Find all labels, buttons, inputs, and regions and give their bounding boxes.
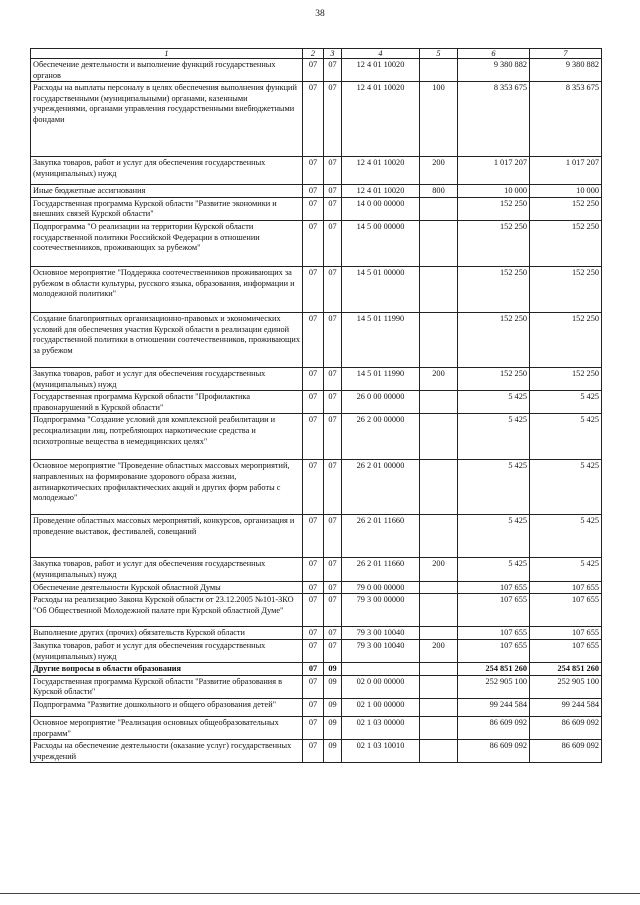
row-target-article-cell: 12 4 01 10020 <box>342 82 420 157</box>
column-header-2: 2 <box>303 49 324 59</box>
row-section-cell: 07 <box>303 740 324 763</box>
row-amount-cell: 107 655 <box>458 627 530 640</box>
row-amount-cell: 107 655 <box>530 594 602 627</box>
row-target-article-cell: 26 2 01 00000 <box>342 460 420 515</box>
column-header-1: 1 <box>31 49 303 59</box>
row-target-article-cell: 02 1 03 00000 <box>342 716 420 739</box>
row-amount-cell: 1 017 207 <box>530 157 602 185</box>
row-section-cell: 07 <box>303 391 324 414</box>
row-expense-type-cell: 100 <box>420 82 458 157</box>
row-subsection-cell: 07 <box>324 414 342 460</box>
row-amount-cell: 5 425 <box>458 460 530 515</box>
row-subsection-cell: 07 <box>324 185 342 198</box>
row-subsection-cell: 07 <box>324 515 342 558</box>
row-name-cell: Основное мероприятие "Проведение областных массовых мероприятий, направленных на формирование здорового образа жизни, антинаркотических профилактических акций и других форм работы с молодежью" <box>31 460 303 515</box>
row-target-article-cell: 12 4 01 10020 <box>342 157 420 185</box>
row-subsection-cell: 07 <box>324 368 342 391</box>
row-name-cell: Закупка товаров, работ и услуг для обеспечения государственных (муниципальных) нужд <box>31 157 303 185</box>
row-expense-type-cell <box>420 221 458 267</box>
row-name-cell: Расходы на обеспечение деятельности (оказание услуг) государственных учреждений <box>31 740 303 763</box>
row-expense-type-cell <box>420 675 458 698</box>
budget-table <box>30 48 602 763</box>
row-section-cell: 07 <box>303 675 324 698</box>
row-amount-cell: 152 250 <box>530 368 602 391</box>
row-target-article-cell: 26 2 00 00000 <box>342 414 420 460</box>
row-section-cell: 07 <box>303 627 324 640</box>
row-subsection-cell: 07 <box>324 313 342 368</box>
row-target-article-cell: 79 3 00 00000 <box>342 594 420 627</box>
row-section-cell: 07 <box>303 698 324 716</box>
row-amount-cell: 152 250 <box>458 313 530 368</box>
row-name-cell: Основное мероприятие "Поддержка соотечественников проживающих за рубежом в области культуры, русского языка, образования, информации и молодежной политики" <box>31 267 303 313</box>
row-expense-type-cell <box>420 59 458 82</box>
row-target-article-cell: 02 1 03 10010 <box>342 740 420 763</box>
row-subsection-cell: 09 <box>324 698 342 716</box>
row-amount-cell: 152 250 <box>530 221 602 267</box>
row-amount-cell: 254 851 260 <box>458 663 530 676</box>
row-name-cell: Обеспечение деятельности Курской областной Думы <box>31 581 303 594</box>
column-header-6: 6 <box>458 49 530 59</box>
row-amount-cell: 107 655 <box>530 581 602 594</box>
row-amount-cell: 152 250 <box>458 221 530 267</box>
table-row <box>31 663 602 676</box>
row-amount-cell: 152 250 <box>530 197 602 220</box>
row-section-cell: 07 <box>303 197 324 220</box>
table-row <box>31 639 602 662</box>
row-subsection-cell: 07 <box>324 391 342 414</box>
row-section-cell: 07 <box>303 460 324 515</box>
table-row <box>31 82 602 157</box>
row-subsection-cell: 07 <box>324 197 342 220</box>
row-expense-type-cell <box>420 313 458 368</box>
row-subsection-cell: 07 <box>324 157 342 185</box>
row-target-article-cell: 79 0 00 00000 <box>342 581 420 594</box>
row-name-cell: Расходы на реализацию Закона Курской области от 23.12.2005 №101-ЗКО "Об Общественной Молодежной палате при Курской областной Думе" <box>31 594 303 627</box>
row-amount-cell: 8 353 675 <box>458 82 530 157</box>
row-section-cell: 07 <box>303 663 324 676</box>
row-section-cell: 07 <box>303 414 324 460</box>
table-row <box>31 627 602 640</box>
row-name-cell: Закупка товаров, работ и услуг для обеспечения государственных (муниципальных) нужд <box>31 368 303 391</box>
row-target-article-cell: 79 3 00 10040 <box>342 639 420 662</box>
table-body <box>31 59 602 763</box>
table-row <box>31 460 602 515</box>
row-target-article-cell: 12 4 01 10020 <box>342 185 420 198</box>
row-amount-cell: 5 425 <box>530 558 602 581</box>
table-row <box>31 740 602 763</box>
row-amount-cell: 152 250 <box>458 368 530 391</box>
row-subsection-cell: 07 <box>324 59 342 82</box>
row-expense-type-cell <box>420 515 458 558</box>
row-amount-cell: 10 000 <box>458 185 530 198</box>
table-row <box>31 581 602 594</box>
row-name-cell: Расходы на выплаты персоналу в целях обеспечения выполнения функций государственными (муниципальными) органами, казенными учреждениями, органами управления государственными внебюджетными фондами <box>31 82 303 157</box>
row-name-cell: Проведение областных массовых мероприятий, конкурсов, организация и проведение выставок, фестивалей, совещаний <box>31 515 303 558</box>
row-amount-cell: 5 425 <box>458 515 530 558</box>
row-expense-type-cell <box>420 197 458 220</box>
row-target-article-cell: 14 5 01 11990 <box>342 368 420 391</box>
row-expense-type-cell <box>420 698 458 716</box>
row-section-cell: 07 <box>303 59 324 82</box>
row-amount-cell: 107 655 <box>530 639 602 662</box>
row-amount-cell: 86 609 092 <box>530 740 602 763</box>
row-amount-cell: 86 609 092 <box>458 740 530 763</box>
row-expense-type-cell: 200 <box>420 157 458 185</box>
table-row <box>31 185 602 198</box>
row-amount-cell: 5 425 <box>530 460 602 515</box>
row-amount-cell: 107 655 <box>458 581 530 594</box>
row-subsection-cell: 07 <box>324 581 342 594</box>
table-row <box>31 368 602 391</box>
row-expense-type-cell <box>420 460 458 515</box>
row-amount-cell: 5 425 <box>530 391 602 414</box>
row-name-cell: Основное мероприятие "Реализация основных общеобразовательных программ" <box>31 716 303 739</box>
row-expense-type-cell <box>420 716 458 739</box>
table-row <box>31 716 602 739</box>
row-subsection-cell: 07 <box>324 627 342 640</box>
row-amount-cell: 254 851 260 <box>530 663 602 676</box>
row-target-article-cell: 14 5 01 00000 <box>342 267 420 313</box>
row-name-cell: Подпрограмма "О реализации на территории Курской области государственной политики Российской Федерации в отношении соотечественников, проживающих за рубежом" <box>31 221 303 267</box>
row-amount-cell: 10 000 <box>530 185 602 198</box>
row-subsection-cell: 07 <box>324 639 342 662</box>
row-amount-cell: 107 655 <box>458 639 530 662</box>
row-expense-type-cell <box>420 594 458 627</box>
row-amount-cell: 9 380 882 <box>530 59 602 82</box>
table-row <box>31 558 602 581</box>
row-section-cell: 07 <box>303 267 324 313</box>
row-section-cell: 07 <box>303 594 324 627</box>
row-amount-cell: 107 655 <box>458 594 530 627</box>
row-subsection-cell: 07 <box>324 82 342 157</box>
row-section-cell: 07 <box>303 82 324 157</box>
row-section-cell: 07 <box>303 515 324 558</box>
row-section-cell: 07 <box>303 558 324 581</box>
column-header-7: 7 <box>530 49 602 59</box>
row-name-cell: Подпрограмма "Развитие дошкольного и общего образования детей" <box>31 698 303 716</box>
row-expense-type-cell: 200 <box>420 558 458 581</box>
row-amount-cell: 5 425 <box>530 515 602 558</box>
row-section-cell: 07 <box>303 221 324 267</box>
row-name-cell: Государственная программа Курской области "Развитие экономики и внешних связей Курской области" <box>31 197 303 220</box>
table-row <box>31 221 602 267</box>
row-expense-type-cell <box>420 627 458 640</box>
row-subsection-cell: 09 <box>324 740 342 763</box>
row-section-cell: 07 <box>303 368 324 391</box>
row-expense-type-cell <box>420 663 458 676</box>
header-row <box>31 49 602 59</box>
row-amount-cell: 1 017 207 <box>458 157 530 185</box>
page-bottom-rule <box>0 893 640 894</box>
row-amount-cell: 152 250 <box>530 267 602 313</box>
table-row <box>31 391 602 414</box>
row-name-cell: Выполнение других (прочих) обязательств Курской области <box>31 627 303 640</box>
table-row <box>31 594 602 627</box>
row-target-article-cell: 02 0 00 00000 <box>342 675 420 698</box>
column-header-5: 5 <box>420 49 458 59</box>
row-expense-type-cell: 200 <box>420 368 458 391</box>
row-name-cell: Другие вопросы в области образования <box>31 663 303 676</box>
row-amount-cell: 99 244 584 <box>530 698 602 716</box>
row-target-article-cell: 79 3 00 10040 <box>342 627 420 640</box>
row-amount-cell: 86 609 092 <box>530 716 602 739</box>
row-expense-type-cell <box>420 267 458 313</box>
row-subsection-cell: 09 <box>324 663 342 676</box>
table-row <box>31 267 602 313</box>
row-amount-cell: 5 425 <box>458 391 530 414</box>
table-row <box>31 197 602 220</box>
table-row <box>31 515 602 558</box>
row-target-article-cell <box>342 663 420 676</box>
row-amount-cell: 9 380 882 <box>458 59 530 82</box>
column-header-4: 4 <box>342 49 420 59</box>
table-row <box>31 313 602 368</box>
row-name-cell: Закупка товаров, работ и услуг для обеспечения государственных (муниципальных) нужд <box>31 639 303 662</box>
row-amount-cell: 152 250 <box>530 313 602 368</box>
row-amount-cell: 252 905 100 <box>458 675 530 698</box>
row-amount-cell: 5 425 <box>458 558 530 581</box>
row-section-cell: 07 <box>303 185 324 198</box>
row-target-article-cell: 02 1 00 00000 <box>342 698 420 716</box>
row-section-cell: 07 <box>303 716 324 739</box>
row-subsection-cell: 07 <box>324 594 342 627</box>
row-target-article-cell: 26 0 00 00000 <box>342 391 420 414</box>
row-subsection-cell: 07 <box>324 267 342 313</box>
row-name-cell: Создание благоприятных организационно-правовых и экономических условий для обеспечения участия Курской области в реализации единой государственной политики в отношении соотечественников, проживающих за рубежом <box>31 313 303 368</box>
row-amount-cell: 8 353 675 <box>530 82 602 157</box>
row-subsection-cell: 07 <box>324 221 342 267</box>
row-amount-cell: 5 425 <box>530 414 602 460</box>
row-name-cell: Подпрограмма "Создание условий для комплексной реабилитации и ресоциализации лиц, потребляющих наркотические средства и психотропные вещества в немедицинских целях" <box>31 414 303 460</box>
row-name-cell: Государственная программа Курской области "Профилактика правонарушений в Курской области" <box>31 391 303 414</box>
row-expense-type-cell: 200 <box>420 639 458 662</box>
row-subsection-cell: 09 <box>324 716 342 739</box>
row-amount-cell: 86 609 092 <box>458 716 530 739</box>
row-amount-cell: 99 244 584 <box>458 698 530 716</box>
row-section-cell: 07 <box>303 639 324 662</box>
row-target-article-cell: 12 4 01 10020 <box>342 59 420 82</box>
row-expense-type-cell <box>420 414 458 460</box>
row-name-cell: Закупка товаров, работ и услуг для обеспечения государственных (муниципальных) нужд <box>31 558 303 581</box>
table-row <box>31 59 602 82</box>
row-target-article-cell: 14 5 01 11990 <box>342 313 420 368</box>
table-row <box>31 157 602 185</box>
row-name-cell: Иные бюджетные ассигнования <box>31 185 303 198</box>
row-target-article-cell: 14 0 00 00000 <box>342 197 420 220</box>
row-section-cell: 07 <box>303 157 324 185</box>
row-subsection-cell: 07 <box>324 558 342 581</box>
row-target-article-cell: 26 2 01 11660 <box>342 515 420 558</box>
row-amount-cell: 107 655 <box>530 627 602 640</box>
row-target-article-cell: 26 2 01 11660 <box>342 558 420 581</box>
row-expense-type-cell <box>420 391 458 414</box>
row-expense-type-cell: 800 <box>420 185 458 198</box>
page-number: 38 <box>315 9 325 19</box>
column-header-3: 3 <box>324 49 342 59</box>
row-expense-type-cell <box>420 740 458 763</box>
table-row <box>31 414 602 460</box>
row-amount-cell: 152 250 <box>458 197 530 220</box>
table-row <box>31 675 602 698</box>
row-subsection-cell: 07 <box>324 460 342 515</box>
table-row <box>31 698 602 716</box>
row-name-cell: Обеспечение деятельности и выполнение функций государственных органов <box>31 59 303 82</box>
row-amount-cell: 152 250 <box>458 267 530 313</box>
row-amount-cell: 252 905 100 <box>530 675 602 698</box>
row-target-article-cell: 14 5 00 00000 <box>342 221 420 267</box>
row-section-cell: 07 <box>303 313 324 368</box>
row-expense-type-cell <box>420 581 458 594</box>
row-name-cell: Государственная программа Курской области "Развитие образования в Курской области" <box>31 675 303 698</box>
row-subsection-cell: 09 <box>324 675 342 698</box>
row-section-cell: 07 <box>303 581 324 594</box>
row-amount-cell: 5 425 <box>458 414 530 460</box>
